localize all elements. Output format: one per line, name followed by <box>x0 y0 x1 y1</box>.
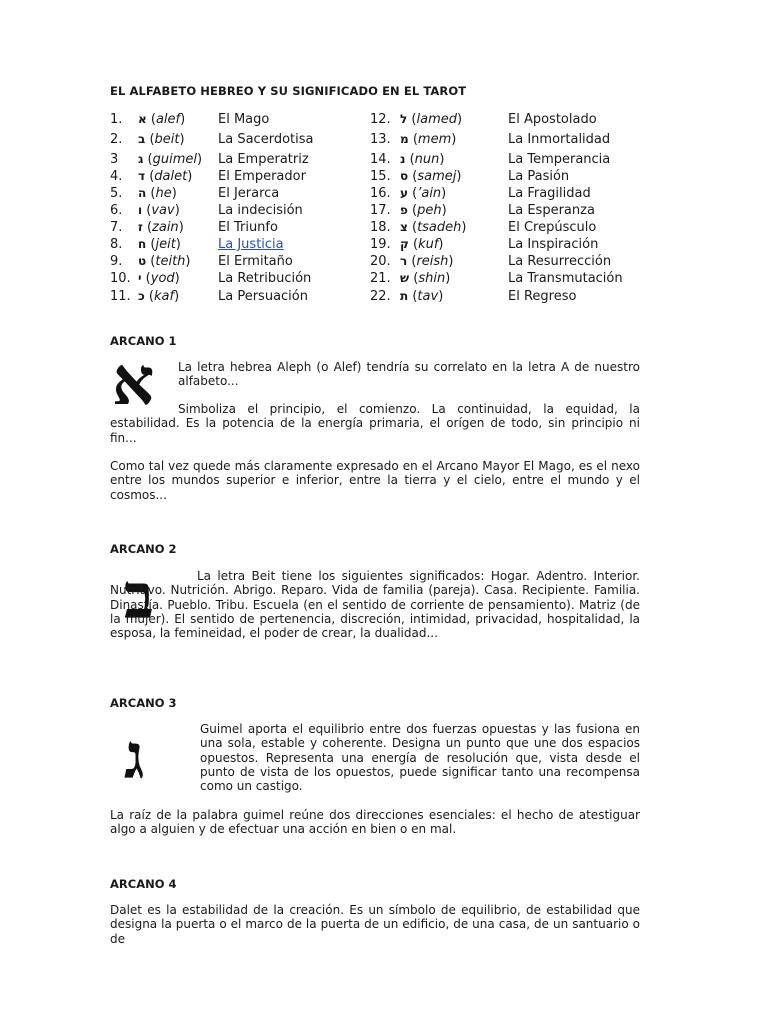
arcano-number: 10. <box>110 271 131 286</box>
transliteration: kuf <box>418 237 439 252</box>
arcano-name: La indecisión <box>218 203 303 218</box>
arcano-number: 19. <box>370 237 391 252</box>
arcano-name: El Apostolado <box>508 112 597 127</box>
hebrew-letter: ש <box>400 271 410 285</box>
arcano-1-heading: ARCANO 1 <box>110 334 177 348</box>
arcano-number: 13. <box>370 132 391 147</box>
arcano-name: La Inspiración <box>508 237 599 252</box>
arcano-name: El Ermitaño <box>218 254 293 269</box>
alphabet-row <box>110 203 650 220</box>
transliteration: tsadeh <box>417 220 462 235</box>
arcano-2-heading: ARCANO 2 <box>110 542 177 556</box>
alphabet-row <box>110 271 650 288</box>
transliteration: samej <box>417 169 457 184</box>
arcano-name: La Inmortalidad <box>508 132 611 147</box>
arcano-name: La Emperatriz <box>218 152 309 167</box>
arcano-3-paragraph-1: Guimel aporta el equilibrio entre dos fuerzas opuestas y las fusiona en una sola, estable y coherente. Designa un punto que une dos espacios opuestos. Representa una energía de resolución que, vista desde el punto de vista de los opuestos, puede significar tanto una recompensa como un castigo. <box>200 722 640 794</box>
hebrew-letter: צ <box>400 220 408 234</box>
hebrew-letter: ה <box>138 186 147 200</box>
transliteration: he <box>155 186 172 201</box>
arcano-3-heading: ARCANO 3 <box>110 696 177 710</box>
transliteration: yod <box>150 271 175 286</box>
transliteration: shin <box>418 271 446 286</box>
arcano-name: El Emperador <box>218 169 306 184</box>
hebrew-letter-cell: ר (reish) <box>400 254 454 269</box>
hebrew-letter: ל <box>400 112 408 126</box>
transliteration: teith <box>155 254 186 269</box>
hebrew-letter: ת <box>400 289 409 303</box>
arcano-name: La Fragilidad <box>508 186 591 201</box>
arcano-number: 7. <box>110 220 123 235</box>
hebrew-letter: י <box>138 271 142 285</box>
transliteration: tav <box>417 289 439 304</box>
arcano-name: La Resurrección <box>508 254 612 269</box>
arcano-number: 3 <box>110 152 119 167</box>
hebrew-letter: ג <box>138 152 144 166</box>
arcano-number: 22. <box>370 289 391 304</box>
hebrew-letter-cell: ת (tav) <box>400 289 444 304</box>
arcano-2-paragraph-1: La letra Beit tiene los siguientes significados: Hogar. Adentro. Interior. Nutritivo. Nutrición. Abrigo. Reparo. Vida de familia (pareja). Casa. Recipiente. Familia. Dinastía. Pueblo. Tribu. Escuela (en el sentido de corriente de pensamiento). Matriz (de la mujer). El sentido de pertenencia, discreción, intimidad, privacidad, hospitalidad, la esposa, la femineidad, el poder de crear, la dualidad... <box>110 569 640 641</box>
arcano-name: La Esperanza <box>508 203 595 218</box>
arcano-name: La Persuación <box>218 289 308 304</box>
arcano-number: 17. <box>370 203 391 218</box>
arcano-name: El Regreso <box>508 289 577 304</box>
hebrew-letter-cell: ע (’ain) <box>400 186 447 201</box>
hebrew-letter-cell: ו (vav) <box>138 203 180 218</box>
arcano-number: 6. <box>110 203 123 218</box>
arcano-number: 8. <box>110 237 123 252</box>
transliteration: mem <box>417 132 452 147</box>
hebrew-letter: מ <box>400 132 409 146</box>
arcano-number: 2. <box>110 132 123 147</box>
arcano-4-paragraph-1: Dalet es la estabilidad de la creación. Es un símbolo de equilibrio, de estabilidad que designa la puerta o el marco de la puerta de un edificio, de una casa, de un santuario o de <box>110 903 640 946</box>
arcano-name: El Crepúsculo <box>508 220 597 235</box>
hebrew-letter: נ <box>400 152 406 166</box>
hebrew-letter: א <box>138 112 147 126</box>
transliteration: guimel <box>152 152 197 167</box>
hebrew-letter-cell: צ (tsadeh) <box>400 220 467 235</box>
page-title: EL ALFABETO HEBREO Y SU SIGNIFICADO EN EL TAROT <box>110 84 467 98</box>
hebrew-letter-cell: ק (kuf) <box>400 237 444 252</box>
transliteration: beit <box>154 132 180 147</box>
hebrew-letter: פ <box>400 203 408 217</box>
arcano-4-heading: ARCANO 4 <box>110 877 177 891</box>
hebrew-letter: ק <box>400 237 409 251</box>
hebrew-letter-cell: ז (zain) <box>138 220 184 235</box>
hebrew-letter-cell: ט (teith) <box>138 254 191 269</box>
hebrew-letter-cell: כ (kaf) <box>138 289 180 304</box>
hebrew-letter-cell: ח (jeit) <box>138 237 181 252</box>
arcano-name: La Pasión <box>508 169 570 184</box>
hebrew-letter: ס <box>400 169 409 183</box>
transliteration: vav <box>151 203 175 218</box>
arcano-3-paragraph-2: La raíz de la palabra guimel reúne dos direcciones esenciales: el hecho de atestiguar algo a alguien y de efectuar una acción en bien o en mal. <box>110 808 640 837</box>
arcano-number: 15. <box>370 169 391 184</box>
hebrew-letter-cell: י (yod) <box>138 271 180 286</box>
transliteration: ’ain <box>417 186 442 201</box>
hebrew-letter: ו <box>138 203 143 217</box>
arcano-number: 5. <box>110 186 123 201</box>
aleph-letter-image: א <box>112 342 155 420</box>
arcano-name: La Retribución <box>218 271 312 286</box>
arcano-1-paragraph-3: Como tal vez quede más claramente expresado en el Arcano Mayor El Mago, es el nexo entre los mundos superior e inferior, entre la tierra y el cielo, entre el mundo y el cosmos... <box>110 459 640 502</box>
arcano-name: El Jerarca <box>218 186 280 201</box>
arcano-name: La Sacerdotisa <box>218 132 314 147</box>
hebrew-letter-cell: א (alef) <box>138 112 186 127</box>
arcano-number: 20. <box>370 254 391 269</box>
hebrew-letter: ב <box>138 132 146 146</box>
alphabet-row <box>110 237 650 254</box>
arcano-name-link[interactable]: La Justicia <box>218 237 284 252</box>
arcano-1-paragraph-1: La letra hebrea Aleph (o Alef) tendría su correlato en la letra A de nuestro alfabeto... <box>178 360 640 389</box>
hebrew-letter: כ <box>138 289 145 303</box>
arcano-number: 4. <box>110 169 123 184</box>
arcano-1-paragraph-2: Simboliza el principio, el comienzo. La continuidad, la equidad, la estabilidad. Es la potencia de la energía primaria, el orígen de todo, sin principio ni fin... <box>110 402 640 445</box>
arcano-number: 11. <box>110 289 131 304</box>
alphabet-row <box>110 132 650 149</box>
alphabet-row <box>110 169 650 186</box>
hebrew-letter: ט <box>138 254 147 268</box>
transliteration: alef <box>155 112 181 127</box>
hebrew-letter-cell: ה (he) <box>138 186 177 201</box>
arcano-name: La Temperancia <box>508 152 611 167</box>
hebrew-letter-cell: ד (dalet) <box>138 169 193 184</box>
transliteration: zain <box>152 220 179 235</box>
arcano-number: 12. <box>370 112 391 127</box>
hebrew-letter-cell: ס (samej) <box>400 169 462 184</box>
hebrew-letter-cell: ג (guimel) <box>138 152 203 167</box>
alphabet-row <box>110 112 650 129</box>
alphabet-row <box>110 152 650 169</box>
arcano-number: 9. <box>110 254 123 269</box>
hebrew-letter: ר <box>400 254 408 268</box>
transliteration: dalet <box>154 169 188 184</box>
hebrew-letter: ע <box>400 186 408 200</box>
alphabet-row <box>110 254 650 271</box>
hebrew-letter-cell: נ (nun) <box>400 152 445 167</box>
alphabet-row <box>110 186 650 203</box>
beit-letter-image: ב <box>124 560 154 633</box>
hebrew-letter: ד <box>138 169 146 183</box>
arcano-number: 21. <box>370 271 391 286</box>
guimel-letter-image: ג <box>124 720 145 793</box>
arcano-number: 18. <box>370 220 391 235</box>
transliteration: peh <box>417 203 442 218</box>
hebrew-letter-cell: פ (peh) <box>400 203 447 218</box>
alphabet-row <box>110 220 650 237</box>
hebrew-letter-cell: ל (lamed) <box>400 112 463 127</box>
transliteration: kaf <box>154 289 175 304</box>
hebrew-letter-cell: ב (beit) <box>138 132 185 147</box>
transliteration: reish <box>416 254 449 269</box>
arcano-number: 14. <box>370 152 391 167</box>
hebrew-letter: ז <box>138 220 143 234</box>
transliteration: lamed <box>416 112 457 127</box>
hebrew-letter: ח <box>138 237 147 251</box>
arcano-number: 1. <box>110 112 123 127</box>
arcano-number: 16. <box>370 186 391 201</box>
transliteration: jeit <box>155 237 176 252</box>
arcano-name: El Mago <box>218 112 270 127</box>
hebrew-letter-cell: ש (shin) <box>400 271 451 286</box>
arcano-name: La Transmutación <box>508 271 623 286</box>
alphabet-row <box>110 289 650 306</box>
hebrew-letter-cell: מ (mem) <box>400 132 457 147</box>
transliteration: nun <box>414 152 440 167</box>
arcano-name: El Triunfo <box>218 220 278 235</box>
